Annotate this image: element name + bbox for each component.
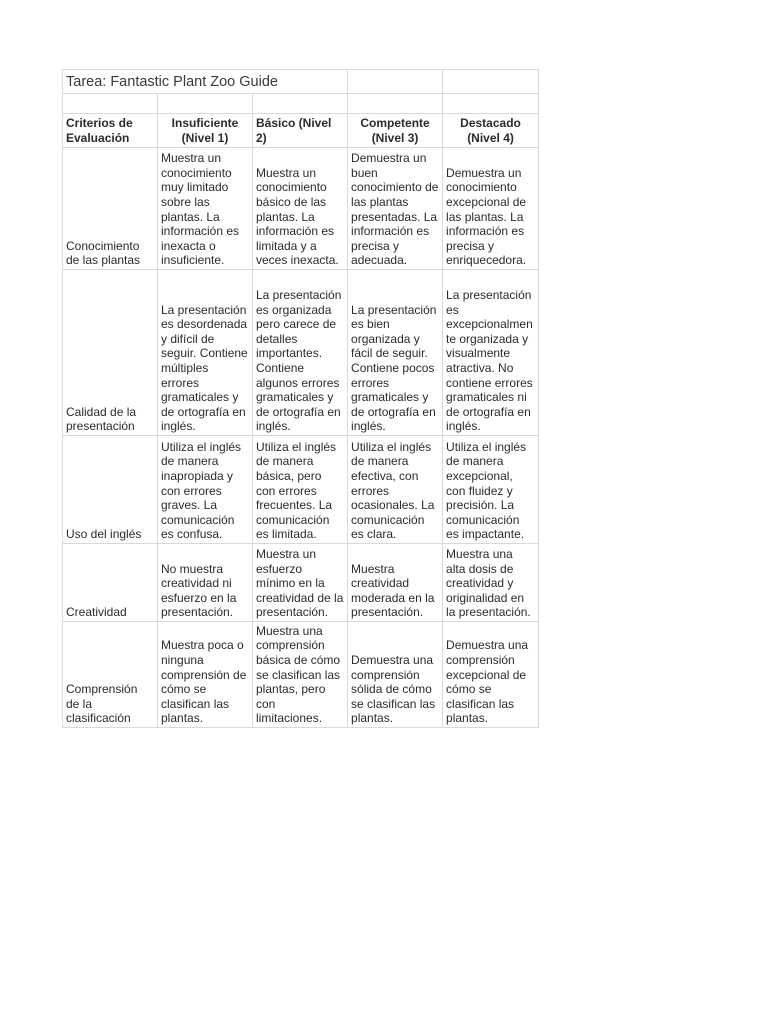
level-cell: Utiliza el inglés de manera excepcional, con fluidez y precisión. La comunicación es impactante. [443, 436, 539, 544]
header-criteria: Criterios de Evaluación [63, 114, 158, 148]
level-cell: No muestra creatividad ni esfuerzo en la presentación. [158, 544, 253, 622]
level-cell: Muestra un conocimiento básico de las plantas. La información es limitada y a veces inexacta. [253, 148, 348, 270]
level-cell: La presentación es desordenada y difícil de seguir. Contiene múltiples errores gramaticales y de ortografía en inglés. [158, 270, 253, 436]
table-row [63, 436, 539, 544]
level-cell: Muestra creatividad moderada en la presentación. [348, 544, 443, 622]
empty-cell [443, 94, 539, 114]
spacer-row [63, 94, 539, 114]
level-cell: La presentación es organizada pero carece de detalles importantes. Contiene algunos errores gramaticales y de ortografía en inglés. [253, 270, 348, 436]
header-row [63, 114, 539, 148]
table-row [63, 622, 539, 728]
empty-cell [443, 70, 539, 94]
document-title: Tarea: Fantastic Plant Zoo Guide [63, 70, 348, 94]
level-cell: Muestra un esfuerzo mínimo en la creatividad de la presentación. [253, 544, 348, 622]
criterion-cell: Uso del inglés [63, 436, 158, 544]
header-level-4: Destacado (Nivel 4) [443, 114, 539, 148]
rubric-table [62, 69, 539, 728]
criterion-cell: Creatividad [63, 544, 158, 622]
header-level-2: Básico (Nivel 2) [253, 114, 348, 148]
empty-cell [348, 94, 443, 114]
level-cell: Utiliza el inglés de manera efectiva, con errores ocasionales. La comunicación es clara. [348, 436, 443, 544]
empty-cell [158, 94, 253, 114]
empty-cell [348, 70, 443, 94]
table-row [63, 270, 539, 436]
criterion-cell: Calidad de la presentación [63, 270, 158, 436]
level-cell: Demuestra un conocimiento excepcional de las plantas. La información es precisa y enriquecedora. [443, 148, 539, 270]
table-row [63, 148, 539, 270]
criterion-cell: Conocimiento de las plantas [63, 148, 158, 270]
criterion-cell: Comprensión de la clasificación [63, 622, 158, 728]
level-cell: Muestra una comprensión básica de cómo se clasifican las plantas, pero con limitaciones. [253, 622, 348, 728]
level-cell: Demuestra una comprensión excepcional de cómo se clasifican las plantas. [443, 622, 539, 728]
empty-cell [253, 94, 348, 114]
header-level-3: Competente (Nivel 3) [348, 114, 443, 148]
empty-cell [63, 94, 158, 114]
level-cell: Muestra un conocimiento muy limitado sobre las plantas. La información es inexacta o insuficiente. [158, 148, 253, 270]
header-level-1: Insuficiente (Nivel 1) [158, 114, 253, 148]
level-cell: La presentación es bien organizada y fácil de seguir. Contiene pocos errores gramaticales y de ortografía en inglés. [348, 270, 443, 436]
table-row [63, 544, 539, 622]
level-cell: Muestra una alta dosis de creatividad y originalidad en la presentación. [443, 544, 539, 622]
level-cell: Demuestra una comprensión sólida de cómo se clasifican las plantas. [348, 622, 443, 728]
level-cell: Demuestra un buen conocimiento de las plantas presentadas. La información es precisa y adecuada. [348, 148, 443, 270]
level-cell: Utiliza el inglés de manera inapropiada y con errores graves. La comunicación es confusa. [158, 436, 253, 544]
level-cell: Muestra poca o ninguna comprensión de cómo se clasifican las plantas. [158, 622, 253, 728]
level-cell: La presentación es excepcionalmente organizada y visualmente atractiva. No contiene errores gramaticales ni de ortografía en inglés. [443, 270, 539, 436]
title-row [63, 70, 539, 94]
level-cell: Utiliza el inglés de manera básica, pero con errores frecuentes. La comunicación es limitada. [253, 436, 348, 544]
